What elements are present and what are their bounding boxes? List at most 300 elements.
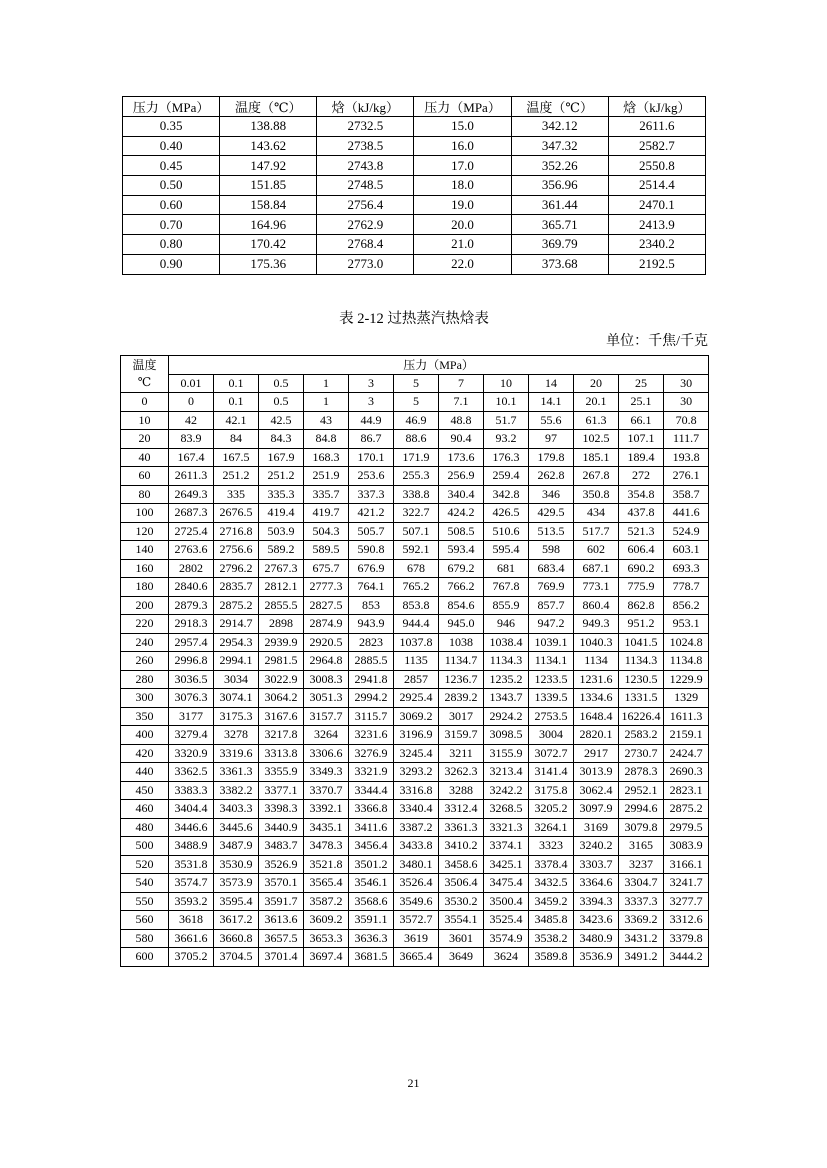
table-cell: 2159.1: [664, 726, 709, 745]
table-row: [123, 195, 706, 215]
table-cell: 2812.1: [259, 578, 304, 597]
table-cell: 3165: [619, 837, 664, 856]
table-cell: 437.8: [619, 504, 664, 523]
table-cell: 3074.1: [214, 689, 259, 708]
table-cell: 60: [121, 467, 169, 486]
table-cell: 945.0: [439, 615, 484, 634]
table-cell: 675.7: [304, 559, 349, 578]
table-cell: 3636.3: [349, 929, 394, 948]
table-cell: 3242.2: [484, 781, 529, 800]
header-cell: 10: [484, 374, 529, 393]
table-cell: 350.8: [574, 485, 619, 504]
table-cell: 2857: [394, 670, 439, 689]
table-cell: 2994.2: [349, 689, 394, 708]
table-cell: 1334.6: [574, 689, 619, 708]
table-cell: 2649.3: [169, 485, 214, 504]
table-cell: 3618: [169, 911, 214, 930]
table-cell: 3288: [439, 781, 484, 800]
table-row: [123, 215, 706, 235]
table-cell: 3377.1: [259, 781, 304, 800]
table-cell: 3506.4: [439, 874, 484, 893]
table-cell: 2763.6: [169, 541, 214, 560]
superheated-steam-table: [120, 355, 709, 967]
table-cell: 421.2: [349, 504, 394, 523]
table-cell: 61.3: [574, 411, 619, 430]
table-cell: 354.8: [619, 485, 664, 504]
table-cell: 1231.6: [574, 670, 619, 689]
table-cell: 606.4: [619, 541, 664, 560]
table-cell: 3051.3: [304, 689, 349, 708]
table-cell: 3240.2: [574, 837, 619, 856]
table-cell: 3: [349, 393, 394, 412]
table-cell: 276.1: [664, 467, 709, 486]
table-cell: 2738.5: [317, 136, 414, 156]
table-cell: 3661.6: [169, 929, 214, 948]
header-cell: 焓（kJ/kg）: [317, 97, 414, 117]
table-cell: 86.7: [349, 430, 394, 449]
table-cell: 3530.2: [439, 892, 484, 911]
table-cell: 2730.7: [619, 744, 664, 763]
table-cell: 693.3: [664, 559, 709, 578]
table-cell: 602: [574, 541, 619, 560]
table-cell: 2875.2: [664, 800, 709, 819]
header-cell: 3: [349, 374, 394, 393]
table-cell: 365.71: [511, 215, 608, 235]
table-cell: 2981.5: [259, 652, 304, 671]
table-cell: 450: [121, 781, 169, 800]
table-cell: 10.1: [484, 393, 529, 412]
table-cell: 3167.6: [259, 707, 304, 726]
table-cell: 84: [214, 430, 259, 449]
table-cell: 419.4: [259, 504, 304, 523]
table-cell: 3175.8: [529, 781, 574, 800]
table-cell: 2820.1: [574, 726, 619, 745]
table-cell: 1134.1: [529, 652, 574, 671]
table-cell: 681: [484, 559, 529, 578]
table-cell: 3591.1: [349, 911, 394, 930]
table-cell: 3459.2: [529, 892, 574, 911]
table-cell: 3231.6: [349, 726, 394, 745]
table-cell: 2914.7: [214, 615, 259, 634]
table-cell: 2424.7: [664, 744, 709, 763]
table-cell: 3211: [439, 744, 484, 763]
table-cell: 16226.4: [619, 707, 664, 726]
table-cell: 90.4: [439, 430, 484, 449]
table-cell: 1040.3: [574, 633, 619, 652]
table-cell: 3525.4: [484, 911, 529, 930]
table-cell: 3501.2: [349, 855, 394, 874]
table-cell: 356.96: [511, 176, 608, 196]
table-cell: 2732.5: [317, 117, 414, 137]
table-cell: 2879.3: [169, 596, 214, 615]
table-cell: 3404.4: [169, 800, 214, 819]
table-cell: 3570.1: [259, 874, 304, 893]
table-cell: 3079.8: [619, 818, 664, 837]
table-cell: 3069.2: [394, 707, 439, 726]
table-cell: 42: [169, 411, 214, 430]
table-cell: 3617.2: [214, 911, 259, 930]
table-cell: 3141.4: [529, 763, 574, 782]
table-cell: 171.9: [394, 448, 439, 467]
table-cell: 953.1: [664, 615, 709, 634]
table-cell: 1134.7: [439, 652, 484, 671]
table-row: [121, 596, 709, 615]
table-cell: 256.9: [439, 467, 484, 486]
table-cell: 2952.1: [619, 781, 664, 800]
table-cell: 220: [121, 615, 169, 634]
table-cell: 1134.8: [664, 652, 709, 671]
table-cell: 3488.9: [169, 837, 214, 856]
table-cell: 3008.3: [304, 670, 349, 689]
table-cell: 1134.3: [619, 652, 664, 671]
table-row: [123, 254, 706, 274]
table-cell: 3432.5: [529, 874, 574, 893]
table-cell: 3279.4: [169, 726, 214, 745]
header-cell: 焓（kJ/kg）: [608, 97, 705, 117]
header-cell: 温度（℃）: [511, 97, 608, 117]
table-cell: 3262.3: [439, 763, 484, 782]
table-cell: 3554.1: [439, 911, 484, 930]
table-cell: 3601: [439, 929, 484, 948]
table-cell: 0.70: [123, 215, 220, 235]
table-row: [121, 467, 709, 486]
table-cell: 690.2: [619, 559, 664, 578]
table-cell: 2918.3: [169, 615, 214, 634]
table-cell: 20: [121, 430, 169, 449]
table-cell: 2898: [259, 615, 304, 634]
table-cell: 3349.3: [304, 763, 349, 782]
pressure-span-header: 压力（MPa）: [169, 356, 709, 375]
table-cell: 3440.9: [259, 818, 304, 837]
table-cell: 3480.1: [394, 855, 439, 874]
table-header-row: [123, 97, 706, 117]
table-cell: 180: [121, 578, 169, 597]
table-row: [121, 929, 709, 948]
table-cell: 2994.1: [214, 652, 259, 671]
table-cell: 3237: [619, 855, 664, 874]
table-cell: 3383.3: [169, 781, 214, 800]
table-cell: 3175.3: [214, 707, 259, 726]
table-cell: 3034: [214, 670, 259, 689]
table-cell: 946: [484, 615, 529, 634]
table-cell: 1229.9: [664, 670, 709, 689]
table-cell: 300: [121, 689, 169, 708]
table-row: [121, 948, 709, 967]
table-cell: 260: [121, 652, 169, 671]
table-cell: 3072.7: [529, 744, 574, 763]
table-cell: 766.2: [439, 578, 484, 597]
table-cell: 2796.2: [214, 559, 259, 578]
table-cell: 361.44: [511, 195, 608, 215]
table-cell: 335.7: [304, 485, 349, 504]
table-row: [123, 235, 706, 255]
table-cell: 3573.9: [214, 874, 259, 893]
header-cell: 温度（℃）: [220, 97, 317, 117]
table-cell: 97: [529, 430, 574, 449]
table-cell: 175.36: [220, 254, 317, 274]
table-cell: 2920.5: [304, 633, 349, 652]
table-cell: 51.7: [484, 411, 529, 430]
table-cell: 2716.8: [214, 522, 259, 541]
table-cell: 88.6: [394, 430, 439, 449]
table-cell: 687.1: [574, 559, 619, 578]
table-cell: 80: [121, 485, 169, 504]
table-cell: 3649: [439, 948, 484, 967]
table-cell: 2839.2: [439, 689, 484, 708]
table-cell: 3574.9: [484, 929, 529, 948]
table-cell: 3445.6: [214, 818, 259, 837]
table-cell: 3681.5: [349, 948, 394, 967]
table-cell: 342.8: [484, 485, 529, 504]
table-cell: 2979.5: [664, 818, 709, 837]
table-cell: 856.2: [664, 596, 709, 615]
table-cell: 3521.8: [304, 855, 349, 874]
table-cell: 3340.4: [394, 800, 439, 819]
table-cell: 3411.6: [349, 818, 394, 837]
table-cell: 2954.3: [214, 633, 259, 652]
table-row: [121, 541, 709, 560]
table-cell: 3374.1: [484, 837, 529, 856]
table-cell: 1230.5: [619, 670, 664, 689]
table-cell: 426.5: [484, 504, 529, 523]
table-cell: 189.4: [619, 448, 664, 467]
table-cell: 2340.2: [608, 235, 705, 255]
table-row: [123, 156, 706, 176]
table-cell: 3587.2: [304, 892, 349, 911]
table-cell: 3366.8: [349, 800, 394, 819]
table-cell: 3278: [214, 726, 259, 745]
table-cell: 3370.7: [304, 781, 349, 800]
table-cell: 340.4: [439, 485, 484, 504]
table-cell: 18.0: [414, 176, 511, 196]
table-cell: 2676.5: [214, 504, 259, 523]
table-cell: 3387.2: [394, 818, 439, 837]
table-cell: 775.9: [619, 578, 664, 597]
table-cell: 3379.8: [664, 929, 709, 948]
table-cell: 505.7: [349, 522, 394, 541]
table-cell: 2690.3: [664, 763, 709, 782]
table-cell: 2957.4: [169, 633, 214, 652]
table-cell: 2802: [169, 559, 214, 578]
table-cell: 3530.9: [214, 855, 259, 874]
table-cell: 2611.6: [608, 117, 705, 137]
table-cell: 200: [121, 596, 169, 615]
table-cell: 335.3: [259, 485, 304, 504]
table-row: [121, 763, 709, 782]
table-cell: 373.68: [511, 254, 608, 274]
table-cell: 42.1: [214, 411, 259, 430]
table-cell: 173.6: [439, 448, 484, 467]
table-cell: 2840.6: [169, 578, 214, 597]
table-cell: 358.7: [664, 485, 709, 504]
table-cell: 2878.3: [619, 763, 664, 782]
table-cell: 3572.7: [394, 911, 439, 930]
table-cell: 176.3: [484, 448, 529, 467]
table-cell: 767.8: [484, 578, 529, 597]
table-cell: 2996.8: [169, 652, 214, 671]
table-cell: 3276.9: [349, 744, 394, 763]
table-cell: 3595.4: [214, 892, 259, 911]
table-cell: 83.9: [169, 430, 214, 449]
page-number: 21: [407, 1076, 420, 1090]
table-cell: 460: [121, 800, 169, 819]
table-cell: 3425.1: [484, 855, 529, 874]
table-cell: 3217.8: [259, 726, 304, 745]
table-cell: 3665.4: [394, 948, 439, 967]
table-cell: 0.60: [123, 195, 220, 215]
table-cell: 520: [121, 855, 169, 874]
table-cell: 350: [121, 707, 169, 726]
table-cell: 2756.6: [214, 541, 259, 560]
corner-header-cell: [121, 356, 169, 393]
table-cell: 3536.9: [574, 948, 619, 967]
table-cell: 943.9: [349, 615, 394, 634]
table-cell: 598: [529, 541, 574, 560]
table-cell: 66.1: [619, 411, 664, 430]
table-cell: 2470.1: [608, 195, 705, 215]
table-cell: 3213.4: [484, 763, 529, 782]
table-cell: 16.0: [414, 136, 511, 156]
table-cell: 93.2: [484, 430, 529, 449]
table-cell: 40: [121, 448, 169, 467]
table-cell: 419.7: [304, 504, 349, 523]
table-cell: 595.4: [484, 541, 529, 560]
table-cell: 3306.6: [304, 744, 349, 763]
table-cell: 46.9: [394, 411, 439, 430]
table-cell: 0.80: [123, 235, 220, 255]
table-cell: 267.8: [574, 467, 619, 486]
table-cell: 3589.8: [529, 948, 574, 967]
table-cell: 3444.2: [664, 948, 709, 967]
table-cell: 255.3: [394, 467, 439, 486]
table-cell: 262.8: [529, 467, 574, 486]
table-row: [121, 874, 709, 893]
table-cell: 3483.7: [259, 837, 304, 856]
table-cell: 773.1: [574, 578, 619, 597]
table-cell: 3538.2: [529, 929, 574, 948]
table-cell: 429.5: [529, 504, 574, 523]
table-cell: 3320.9: [169, 744, 214, 763]
table-cell: 3526.4: [394, 874, 439, 893]
table-cell: 167.5: [214, 448, 259, 467]
header-cell: 1: [304, 374, 349, 393]
table-header-row: [121, 356, 709, 375]
table-cell: 111.7: [664, 430, 709, 449]
table-cell: 857.7: [529, 596, 574, 615]
table-cell: 2924.2: [484, 707, 529, 726]
table-cell: 424.2: [439, 504, 484, 523]
table-cell: 0: [169, 393, 214, 412]
table-cell: 170.1: [349, 448, 394, 467]
table-cell: 1024.8: [664, 633, 709, 652]
table-cell: 944.4: [394, 615, 439, 634]
table-cell: 164.96: [220, 215, 317, 235]
table-cell: 1134.3: [484, 652, 529, 671]
table-cell: 2762.9: [317, 215, 414, 235]
table-cell: 3593.2: [169, 892, 214, 911]
table-cell: 589.5: [304, 541, 349, 560]
table-cell: 560: [121, 911, 169, 930]
table-row: [121, 393, 709, 412]
table-cell: 1339.5: [529, 689, 574, 708]
header-cell: 0.01: [169, 374, 214, 393]
table-cell: 769.9: [529, 578, 574, 597]
table-cell: 1039.1: [529, 633, 574, 652]
table-cell: 3036.5: [169, 670, 214, 689]
table-cell: 3410.2: [439, 837, 484, 856]
table-cell: 0: [121, 393, 169, 412]
table-cell: 3392.1: [304, 800, 349, 819]
table-cell: 2827.5: [304, 596, 349, 615]
table-cell: 1235.2: [484, 670, 529, 689]
table-cell: 352.26: [511, 156, 608, 176]
table-cell: 3321.9: [349, 763, 394, 782]
table-cell: 3394.3: [574, 892, 619, 911]
table-cell: 764.1: [349, 578, 394, 597]
table-cell: 21.0: [414, 235, 511, 255]
table-cell: 603.1: [664, 541, 709, 560]
header-cell: 5: [394, 374, 439, 393]
table-cell: 503.9: [259, 522, 304, 541]
table-cell: 3155.9: [484, 744, 529, 763]
table-cell: 1038.4: [484, 633, 529, 652]
table-cell: 862.8: [619, 596, 664, 615]
table-cell: 240: [121, 633, 169, 652]
header-cell: 0.5: [259, 374, 304, 393]
table-cell: 0.90: [123, 254, 220, 274]
table-cell: 2875.2: [214, 596, 259, 615]
table-cell: 3487.9: [214, 837, 259, 856]
table-cell: 2917: [574, 744, 619, 763]
table-cell: 3500.4: [484, 892, 529, 911]
table-cell: 679.2: [439, 559, 484, 578]
table-cell: 3398.3: [259, 800, 304, 819]
table-cell: 2823: [349, 633, 394, 652]
table-cell: 43: [304, 411, 349, 430]
table-cell: 10: [121, 411, 169, 430]
table-cell: 1236.7: [439, 670, 484, 689]
table-cell: 947.2: [529, 615, 574, 634]
table-row: [121, 522, 709, 541]
table-cell: 3433.8: [394, 837, 439, 856]
table-cell: 3159.7: [439, 726, 484, 745]
table-cell: 3478.3: [304, 837, 349, 856]
header-cell: 压力（MPa）: [123, 97, 220, 117]
table-cell: 600: [121, 948, 169, 967]
table-cell: 346: [529, 485, 574, 504]
table-cell: 3205.2: [529, 800, 574, 819]
table-cell: 860.4: [574, 596, 619, 615]
table-cell: 342.12: [511, 117, 608, 137]
table-cell: 590.8: [349, 541, 394, 560]
table-cell: 2823.1: [664, 781, 709, 800]
table-cell: 338.8: [394, 485, 439, 504]
corner-header-line2: ℃: [137, 375, 152, 389]
table-cell: 100: [121, 504, 169, 523]
table-header-row: [121, 374, 709, 393]
table-cell: 676.9: [349, 559, 394, 578]
table-cell: 1611.3: [664, 707, 709, 726]
table-row: [121, 652, 709, 671]
table-cell: 3361.3: [439, 818, 484, 837]
table-cell: 3653.3: [304, 929, 349, 948]
table-cell: 2192.5: [608, 254, 705, 274]
table-cell: 3196.9: [394, 726, 439, 745]
table-cell: 147.92: [220, 156, 317, 176]
table-cell: 3546.1: [349, 874, 394, 893]
table-cell: 158.84: [220, 195, 317, 215]
table-cell: 0.50: [123, 176, 220, 196]
